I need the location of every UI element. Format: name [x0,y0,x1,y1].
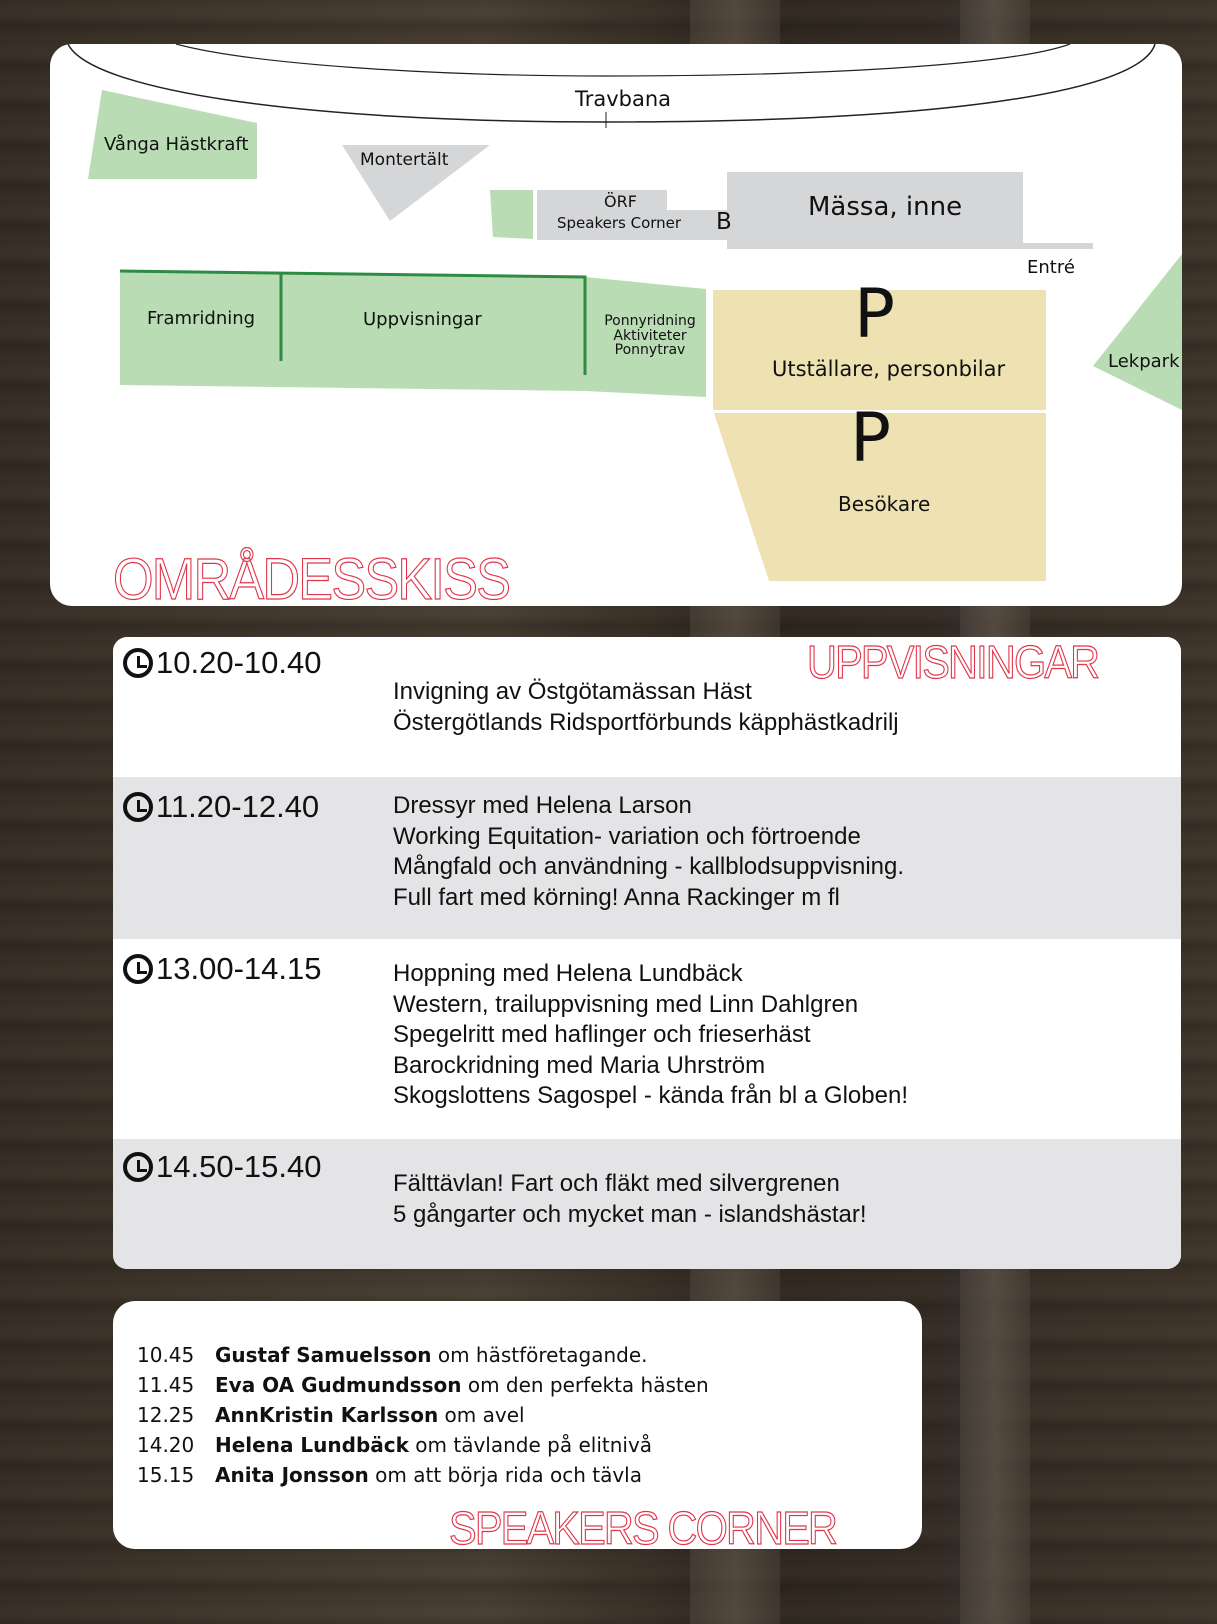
talk-speaker: Anita Jonsson [215,1463,369,1487]
event-item: Spegelritt med haflinger och frieserhäst [393,1021,811,1048]
event-item: Western, trailuppvisning med Linn Dahlgren [393,990,859,1018]
label-aktiviteter: Aktiviteter [613,327,687,344]
talk-speaker: AnnKristin Karlsson [215,1403,439,1427]
label-parking-1: P [854,275,896,354]
label-orf: ÖRF [604,192,637,211]
speakers-panel [113,1301,922,1549]
talk-speaker: Helena Lundbäck [215,1433,409,1457]
schedule-slot [113,637,1181,777]
slot-time-text: 11.20-12.40 [156,789,320,824]
slot-events [393,791,904,913]
event-item: Full fart med körning! Anna Rackinger m fl [393,883,840,911]
event-item: Hoppning med Helena Lundbäck [393,960,743,987]
talk-time: 11.45 [137,1373,195,1397]
event-item: 5 gångarter och mycket man - islandshästar! [393,1200,867,1228]
talk-speaker: Eva OA Gudmundsson [215,1373,462,1397]
map-title: OMRÅDESSKISS [113,547,510,606]
event-item: Working Equitation- variation och förtroende [393,822,861,850]
talk-item [137,1403,525,1427]
label-framridning: Framridning [147,308,256,329]
slot-time [123,645,321,681]
label-montertalt: Montertält [360,150,449,170]
label-speakers-corner: Speakers Corner [557,214,682,232]
event-item: Östergötlands Ridsportförbunds käpphästkadrilj [393,708,899,736]
clock-icon [123,792,153,822]
slot-time [123,1149,321,1185]
slot-time [123,951,321,987]
schedule-panel [113,637,1181,1269]
event-item: Skogslottens Sagospel - kända från bl a Globen! [393,1082,908,1109]
clock-icon [123,1152,153,1182]
talk-topic: om att börja rida och tävla [368,1463,642,1487]
talk-time: 12.25 [137,1403,195,1427]
label-vanga: Vånga Hästkraft [104,134,249,155]
talk-item [137,1463,642,1487]
talk-item [137,1373,709,1397]
schedule-slot [113,777,1181,939]
talk-time: 10.45 [137,1343,195,1367]
slot-events [393,1169,867,1230]
event-item: Invigning av Östgötamässan Häst [393,678,752,705]
label-b: B [716,209,732,235]
talk-topic: om tävlande på elitnivå [408,1433,653,1457]
label-besokare: Besökare [838,492,931,516]
talk-topic: om hästföretagande. [431,1343,648,1367]
talk-time: 15.15 [137,1463,195,1487]
event-item: Barockridning med Maria Uhrström [393,1051,766,1079]
event-item: Fälttävlan! Fart och fläkt med silvergrenen [393,1170,840,1197]
area-map [50,44,1182,606]
slot-time-text: 13.00-14.15 [156,951,322,986]
talk-topic: om avel [438,1403,525,1427]
label-parking-2: P [850,399,892,478]
clock-icon [123,648,153,678]
slot-events [393,677,899,738]
talk-speaker: Gustaf Samuelsson [215,1343,432,1367]
label-ponnytrav: Ponnytrav [614,342,686,358]
talk-time: 14.20 [137,1433,195,1457]
small-green-area [490,190,533,239]
talk-item [137,1343,648,1367]
schedule-title: UPPVISNINGAR [807,637,1099,688]
slot-time [123,789,319,825]
label-travbana: Travbana [575,87,672,111]
label-ponny [590,314,710,358]
schedule-slot [113,939,1181,1139]
lekpark-area [1093,254,1182,410]
label-lekpark: Lekpark [1108,351,1180,372]
event-item: Mångfald och användning - kallblodsuppvisning. [393,853,905,880]
slot-events [393,959,908,1112]
label-utstallare: Utställare, personbilar [772,357,1006,381]
speakers-title: SPEAKERS CORNER [449,1502,837,1549]
event-item: Dressyr med Helena Larson [393,792,692,819]
label-massa: Mässa, inne [808,192,963,222]
schedule-slot [113,1139,1181,1269]
trotting-track-inner [176,44,1070,76]
clock-icon [123,954,153,984]
talk-item [137,1433,652,1457]
slot-time-text: 10.20-10.40 [156,645,322,680]
label-entre: Entré [1027,257,1075,278]
label-ponnyridning: Ponnyridning [604,313,696,329]
talk-topic: om den perfekta hästen [461,1373,709,1397]
label-uppvisningar: Uppvisningar [363,309,482,330]
slot-time-text: 14.50-15.40 [156,1149,322,1184]
